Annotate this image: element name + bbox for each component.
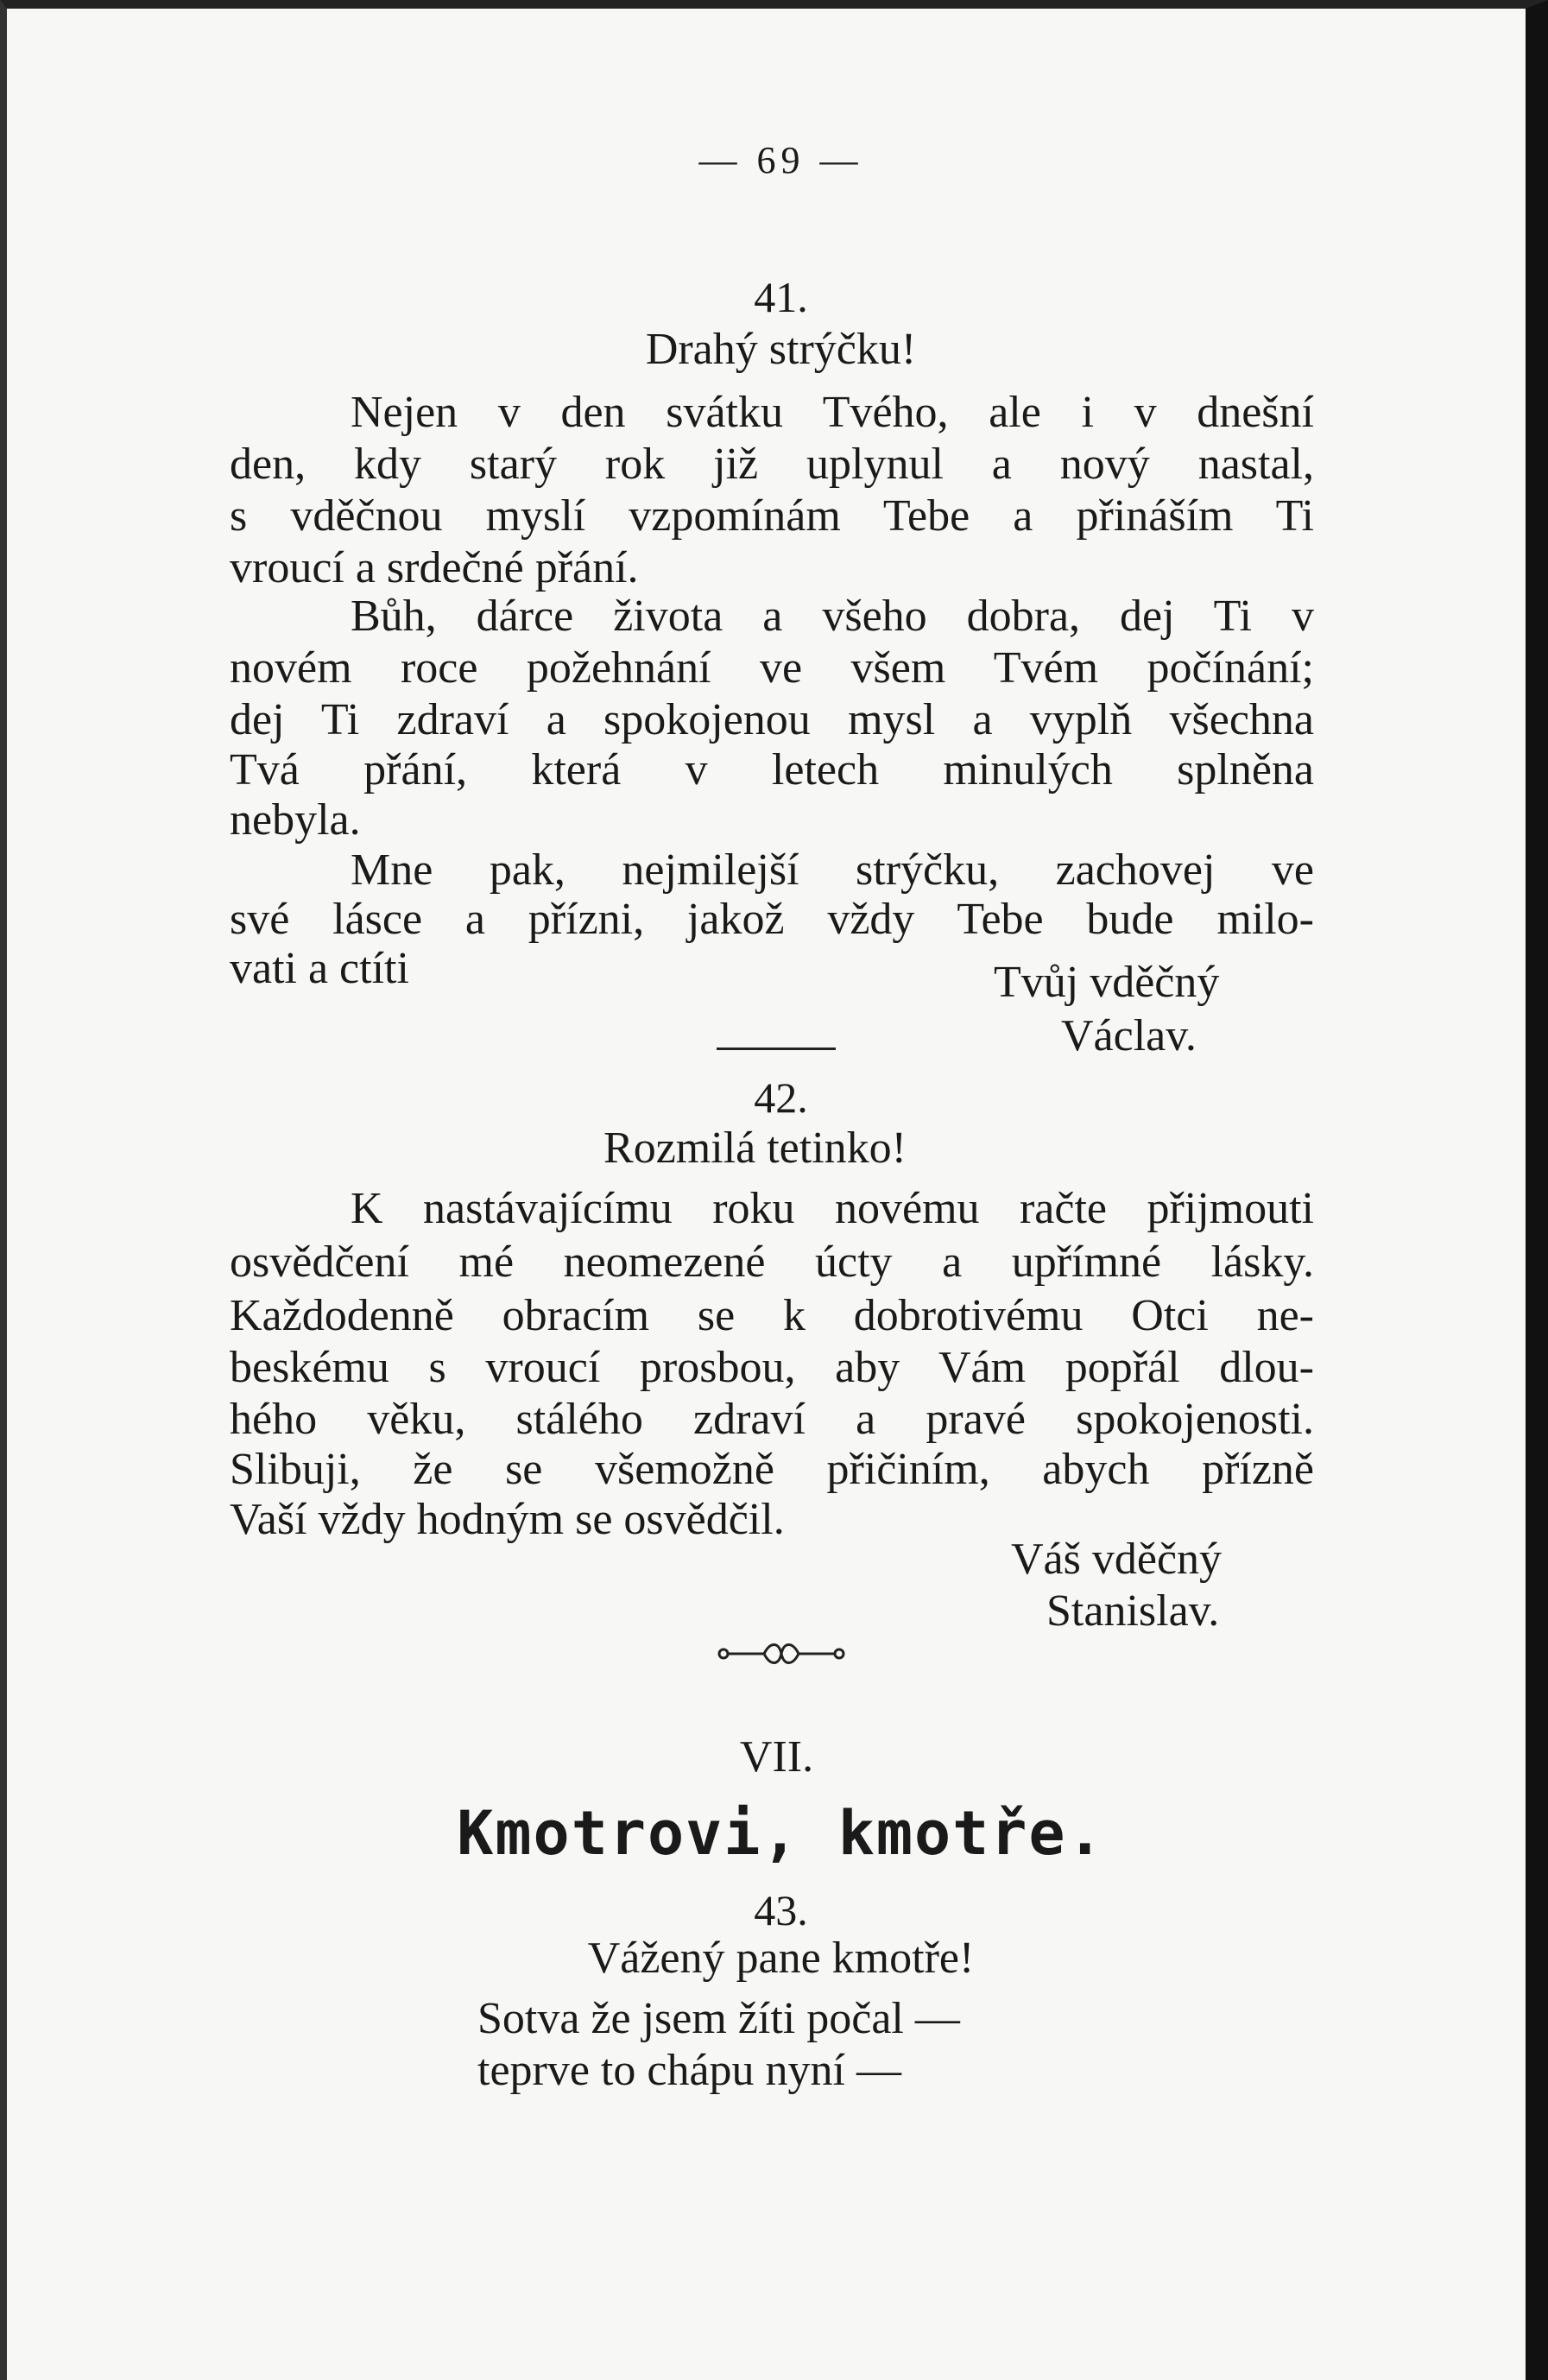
letter-42-line: Slibuji, že se všemožně přičiním, abych přízně <box>230 1445 1314 1494</box>
letter-greeting-42: Rozmilá tetinko! <box>603 1124 907 1173</box>
letter-42-line: K nastávajícímu roku novému račte přijmouti <box>351 1184 1314 1233</box>
letter-41-line: nebyla. <box>230 795 361 845</box>
letter-41-line: novém roce požehnání ve všem Tvém počínání; <box>230 643 1314 693</box>
letter-41-line: s vděčnou myslí vzpomínám Tebe a přináším Ti <box>230 491 1314 541</box>
letter-41-line: vati a ctíti <box>230 944 409 993</box>
letter-42-closing: Váš vděčný <box>1011 1535 1223 1584</box>
letter-42-line: hého věku, stálého zdraví a pravé spokojenosti. <box>230 1395 1314 1444</box>
letter-41-line: vroucí a srdečné přání. <box>230 543 639 592</box>
letter-41-line: Mne pak, nejmilejší strýčku, zachovej ve <box>351 845 1314 895</box>
letter-42-signature: Stanislav. <box>1046 1586 1220 1636</box>
separator-rule <box>717 1048 836 1050</box>
letter-41-line: své lásce a přízni, jakož vždy Tebe bude milo- <box>230 895 1314 944</box>
letter-41-line: dej Ti zdraví a spokojenou mysl a vyplň všechna <box>230 695 1314 744</box>
poem-line: Sotva že jsem žíti počal — <box>477 1994 960 2043</box>
ornament-icon <box>717 1636 846 1671</box>
poem-line: teprve to chápu nyní — <box>477 2046 901 2095</box>
letter-41-closing: Tvůj vděčný <box>994 958 1220 1007</box>
letter-number-42: 42. <box>754 1073 808 1122</box>
letter-41-line: Tvá přání, která v letech minulých splněna <box>230 745 1314 794</box>
letter-greeting-41: Drahý strýčku! <box>645 325 917 374</box>
letter-41-signature: Václav. <box>1061 1011 1197 1060</box>
letter-42-line: osvědčení mé neomezené úcty a upřímné lásky. <box>230 1237 1314 1287</box>
ornament-divider <box>7 1636 1548 1675</box>
letter-greeting-43: Vážený pane kmotře! <box>587 1934 975 1983</box>
section-heading: Kmotrovi, kmotře. <box>457 1798 1105 1869</box>
letter-42-line: Vaší vždy hodným se osvědčil. <box>230 1495 785 1544</box>
letter-number-41: 41. <box>754 273 808 321</box>
letter-41-line: Bůh, dárce života a všeho dobra, dej Ti v <box>351 592 1314 641</box>
letter-number-43: 43. <box>754 1886 808 1934</box>
letter-41-line: Nejen v den svátku Tvého, ale i v dnešní <box>351 388 1314 437</box>
letter-42-line: Každodenně obracím se k dobrotivému Otci ne- <box>230 1291 1314 1340</box>
letter-41-line: den, kdy starý rok již uplynul a nový nastal, <box>230 440 1314 489</box>
letter-42-line: beskému s vroucí prosbou, aby Vám popřál dlou- <box>230 1343 1314 1392</box>
section-numeral: VII. <box>739 1732 814 1782</box>
page-number: — 69 — <box>698 139 863 181</box>
